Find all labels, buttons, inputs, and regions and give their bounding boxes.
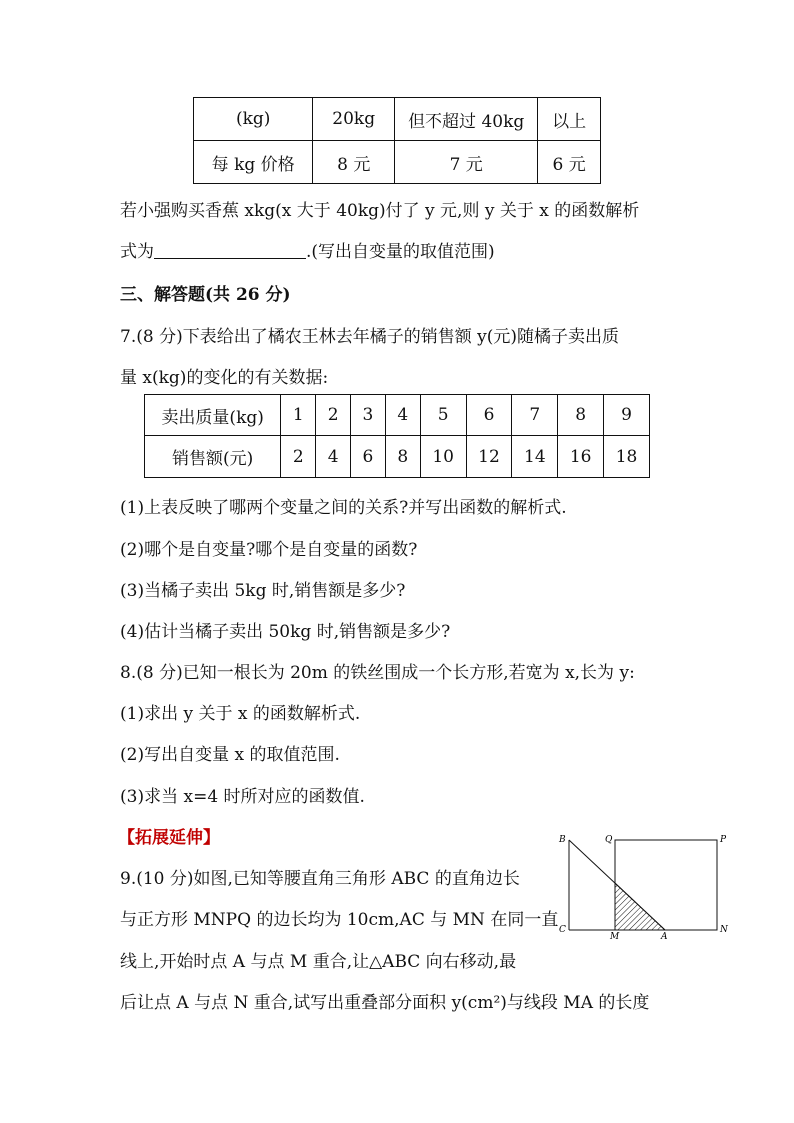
sales-table-cell: 3 [351,395,386,436]
label-a: A [661,932,668,942]
extension-title: 【拓展延伸】 [118,828,220,848]
price-table-cell: 每 kg 价格 [194,141,313,184]
geometry-figure [557,832,737,942]
sales-table-cell: 10 [420,436,466,478]
sales-table-cell: 16 [558,436,604,478]
sales-table-cell: 6 [351,436,386,478]
label-q: Q [605,835,613,845]
q9-line1: 9.(10 分)如图,已知等腰直角三角形 ABC 的直角边长 [120,869,520,889]
sales-table-cell: 5 [420,395,466,436]
q6-line2-prefix: 式为 [120,242,154,262]
price-table [193,97,601,184]
sales-table-cell: 6 [466,395,512,436]
label-m: M [610,932,620,942]
sales-table-cell: 2 [316,395,351,436]
q7-line1: 7.(8 分)下表给出了橘农王林去年橘子的销售额 y(元)随橘子卖出质 [120,327,619,347]
sales-table-cell: 4 [385,395,420,436]
q9-line3: 线上,开始时点 A 与点 M 重合,让△ABC 向右移动,最 [120,952,517,972]
q7-sub3: (3)当橘子卖出 5kg 时,销售额是多少? [120,581,406,601]
sales-table-cell: 8 [385,436,420,478]
sales-table-row-label: 销售额(元) [145,436,281,478]
sales-table-header-label: 卖出质量(kg) [145,395,281,436]
q8-line1: 8.(8 分)已知一根长为 20m 的铁丝围成一个长方形,若宽为 x,长为 y: [120,663,635,683]
overlap-region [615,883,665,930]
price-table-cell: 但不超过 40kg [395,98,538,141]
price-table-cell: (kg) [194,98,313,141]
sales-table [144,394,650,478]
q7-sub4: (4)估计当橘子卖出 50kg 时,销售额是多少? [120,622,451,642]
q7-sub2: (2)哪个是自变量?哪个是自变量的函数? [120,540,418,560]
q6-line2 [120,237,495,262]
sales-table-cell: 1 [281,395,316,436]
q8-sub3: (3)求当 x=4 时所对应的函数值. [120,787,365,807]
q6-line2-suffix: .(写出自变量的取值范围) [306,242,495,262]
price-table-cell: 7 元 [395,141,538,184]
section-title: 三、解答题(共 26 分) [120,285,291,305]
q9-line2: 与正方形 MNPQ 的边长均为 10cm,AC 与 MN 在同一直 [120,910,559,930]
label-b: B [559,835,566,845]
sales-table-cell: 12 [466,436,512,478]
sales-table-cell: 7 [512,395,558,436]
q7-sub1: (1)上表反映了哪两个变量之间的关系?并写出函数的解析式. [120,498,567,518]
q7-line2: 量 x(kg)的变化的有关数据: [120,368,329,388]
price-table-cell: 6 元 [538,141,601,184]
q8-sub2: (2)写出自变量 x 的取值范围. [120,745,340,765]
sales-table-cell: 4 [316,436,351,478]
label-n: N [720,925,728,935]
label-c: C [559,925,566,935]
sales-table-cell: 2 [281,436,316,478]
q8-sub1: (1)求出 y 关于 x 的函数解析式. [120,704,361,724]
sales-table-cell: 9 [604,395,650,436]
price-table-cell: 20kg [313,98,395,141]
q9-line4: 后让点 A 与点 N 重合,试写出重叠部分面积 y(cm²)与线段 MA 的长度 [120,993,650,1013]
sales-table-cell: 18 [604,436,650,478]
label-p: P [720,835,727,845]
q6-line1: 若小强购买香蕉 xkg(x 大于 40kg)付了 y 元,则 y 关于 x 的函数解析 [120,201,640,221]
price-table-cell: 以上 [538,98,601,141]
answer-blank[interactable] [154,242,306,259]
sales-table-cell: 8 [558,395,604,436]
sales-table-cell: 14 [512,436,558,478]
price-table-cell: 8 元 [313,141,395,184]
